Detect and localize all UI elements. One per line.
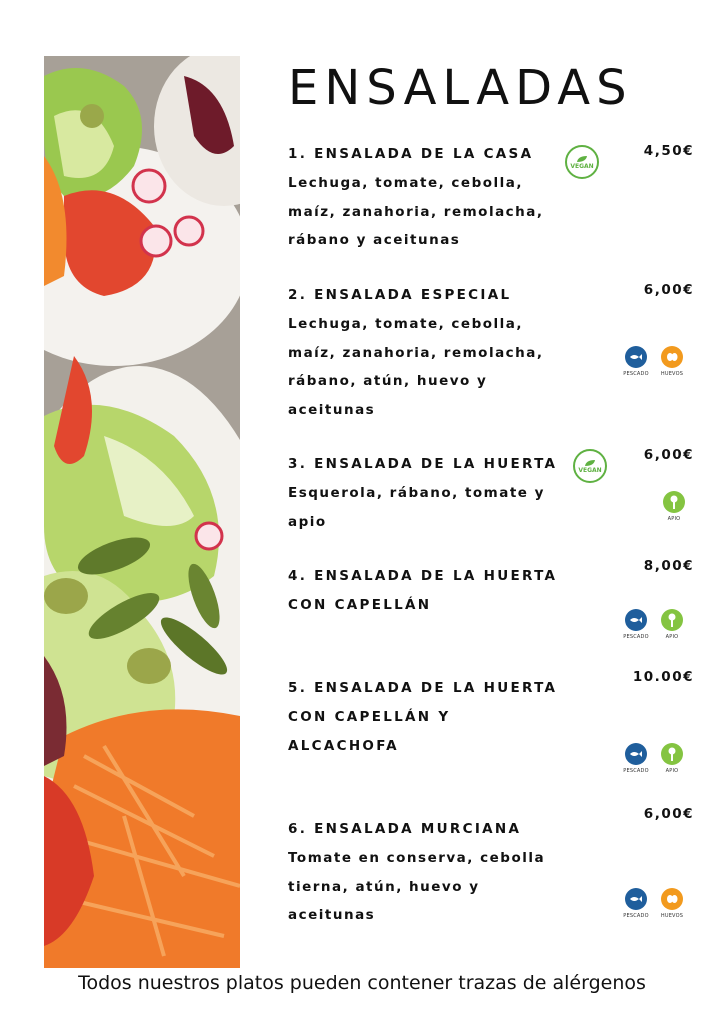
egg-icon [661, 346, 683, 368]
allergen-list [622, 346, 686, 377]
fish-icon [625, 888, 647, 910]
allergen-label: PESCADO [623, 768, 649, 774]
fish-icon [625, 346, 647, 368]
allergen-label: APIO [665, 634, 679, 640]
allergen-fish [622, 609, 650, 640]
fish-icon [625, 609, 647, 631]
item-desc-line: rábano, atún, huevo y [288, 373, 488, 389]
allergen-fish [622, 346, 650, 377]
vegan-leaf-icon [584, 459, 596, 467]
vegan-label: VEGAN [570, 162, 594, 170]
item-price: 10.00€ [632, 669, 694, 685]
item-name: 2. ENSALADA ESPECIAL [288, 287, 512, 303]
salad-photo [44, 56, 240, 968]
menu-item-4 [288, 562, 588, 620]
item-name: ALCACHOFA [288, 738, 399, 754]
menu-item-6 [288, 815, 588, 930]
item-desc-line: aceitunas [288, 907, 376, 923]
celery-icon [661, 609, 683, 631]
allergen-list [660, 491, 688, 522]
item-desc-line: aceitunas [288, 401, 376, 418]
page-title: ENSALADAS [288, 60, 633, 116]
egg-icon [661, 888, 683, 910]
allergen-label: PESCADO [623, 913, 649, 919]
allergen-label: PESCADO [623, 371, 649, 377]
vegan-label: VEGAN [578, 466, 602, 474]
item-name: 3. ENSALADA DE LA HUERTA [288, 456, 558, 472]
allergen-label: HUEVOS [660, 913, 684, 919]
fish-icon [625, 743, 647, 765]
allergen-celery [658, 609, 686, 640]
item-price: 6,00€ [643, 806, 694, 822]
allergen-label: HUEVOS [660, 371, 684, 377]
allergen-egg [658, 888, 686, 919]
allergen-label: APIO [667, 516, 681, 522]
item-price: 8,00€ [643, 558, 694, 574]
allergen-list [622, 888, 686, 919]
menu-item-3 [288, 450, 588, 536]
celery-icon [663, 491, 685, 513]
allergen-fish [622, 888, 650, 919]
item-price: 6,00€ [643, 282, 694, 298]
menu-item-5 [288, 674, 588, 761]
allergen-label: APIO [665, 768, 679, 774]
item-desc-line: Lechuga, tomate, cebolla, [288, 175, 524, 191]
allergen-label: PESCADO [623, 634, 649, 640]
item-desc-line: tierna, atún, huevo y [288, 878, 480, 895]
item-name: CON CAPELLÁN [288, 597, 432, 613]
item-name: 6. ENSALADA MURCIANA [288, 821, 522, 837]
item-desc-line: Lechuga, tomate, cebolla, [288, 316, 524, 332]
allergen-footer-note: Todos nuestros platos pueden contener trazas de alérgenos [78, 972, 646, 994]
item-price: 6,00€ [643, 447, 694, 463]
allergen-celery [658, 743, 686, 774]
vegan-badge [573, 449, 607, 483]
item-name: 5. ENSALADA DE LA HUERTA [288, 680, 558, 696]
item-desc-line: maíz, zanahoria, remolacha, [288, 344, 544, 361]
allergen-list [622, 609, 686, 640]
allergen-egg [658, 346, 686, 377]
item-desc-line: apio [288, 513, 327, 530]
allergen-fish [622, 743, 650, 774]
allergen-celery [660, 491, 688, 522]
allergen-list [622, 743, 686, 774]
item-name: CON CAPELLÁN Y [288, 709, 451, 725]
vegan-badge [565, 145, 599, 179]
item-desc-line: Tomate en conserva, cebolla [288, 850, 546, 866]
menu-item-1 [288, 140, 588, 255]
item-name: 4. ENSALADA DE LA HUERTA [288, 568, 558, 584]
item-desc-line: Esquerola, rábano, tomate y [288, 485, 545, 501]
menu-item-2 [288, 281, 588, 424]
celery-icon [661, 743, 683, 765]
item-desc-line: maíz, zanahoria, remolacha, [288, 203, 544, 220]
item-desc-line: rábano y aceitunas [288, 232, 461, 248]
item-name: 1. ENSALADA DE LA CASA [288, 146, 534, 162]
item-price: 4,50€ [643, 143, 694, 159]
vegan-leaf-icon [576, 155, 588, 163]
